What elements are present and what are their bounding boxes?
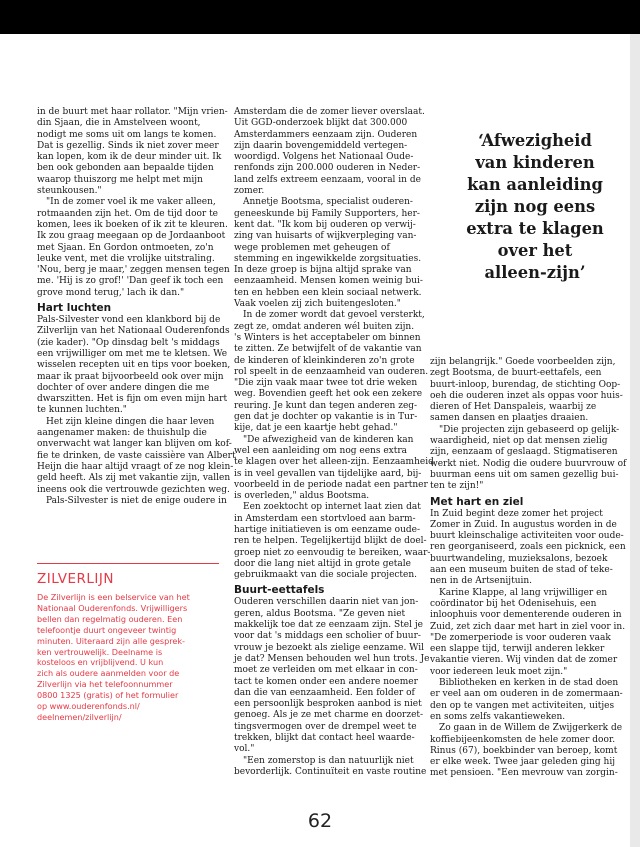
text-line: wel een aanleiding om nog eens extra bbox=[234, 445, 408, 456]
pull-quote-line: over het bbox=[497, 241, 573, 260]
sidebar-text-line: bellen dan regelmatig ouderen. Een bbox=[37, 613, 183, 624]
text-line: is overleden," aldus Bootsma. bbox=[234, 491, 370, 502]
text-line: land zelfs extreem eenzaam, vooral in de bbox=[234, 174, 421, 185]
text-line: 'Nou, berg je maar,' zeggen mensen tegen bbox=[37, 265, 230, 276]
text-line: te klagen over het alleen-zijn. Eenzaamheid bbox=[234, 457, 434, 468]
sidebar-text bbox=[37, 592, 219, 723]
text-line: buurman eens uit om samen gezellig bui- bbox=[430, 469, 619, 480]
text-line: komen, lees ik boeken of ik zit te kleuren. bbox=[37, 219, 228, 230]
text-line: Zilverlijn van het Nationaal Ouderenfonds bbox=[37, 326, 230, 337]
text-line: woordigd. Volgens het Nationaal Oude- bbox=[234, 152, 414, 163]
text-line: geld heeft. Als zij met vakantie zijn, vallen bbox=[37, 473, 231, 484]
text-line: Rinus (67), boekbinder van beroep, komt bbox=[430, 745, 618, 756]
text-line: samen dansen en plaatjes draaien. bbox=[430, 413, 589, 424]
text-line: moet ze verleiden om met elkaar in con- bbox=[234, 665, 418, 676]
text-line: weg. Bovendien geeft het ook een zekere bbox=[234, 389, 423, 400]
text-line: Dat is gezellig. Sinds ik niet zover meer bbox=[37, 140, 219, 151]
text-line: door die lang niet altijd in grote getale bbox=[234, 558, 411, 569]
page-number: 62 bbox=[307, 810, 333, 832]
text-line: rotmaanden zijn het. Om de tijd door te bbox=[37, 208, 219, 219]
section-heading: Buurt-eettafels bbox=[234, 584, 325, 597]
text-line: fie te drinken, de vaste caissière van Albert bbox=[37, 450, 236, 461]
text-line: zomer. bbox=[234, 186, 265, 197]
text-line: zegt ze, omdat anderen wél buiten zijn. bbox=[234, 321, 415, 332]
top-bar bbox=[0, 0, 640, 34]
text-line: voor dat 's middags een scholier of buur- bbox=[234, 631, 421, 642]
text-line: er veel aan om ouderen in de zomermaan- bbox=[430, 689, 623, 700]
sidebar-text-line: Zilverlijn via het telefoonnummer bbox=[37, 679, 173, 690]
sidebar-text-line: De Zilverlijn is een belservice van het bbox=[37, 592, 190, 602]
text-line: "Die projecten zijn gebaseerd op gelijk- bbox=[439, 424, 620, 435]
text-line: een vrijwilliger om met me te kletsen. We bbox=[37, 348, 228, 359]
text-line: steunkousen." bbox=[37, 186, 102, 197]
text-line: geren, aldus Bootsma. "Ze geven niet bbox=[234, 608, 406, 619]
text-line: Annetje Bootsma, specialist ouderen- bbox=[243, 197, 413, 208]
text-line: kije, dat je een kaartje hebt gehad." bbox=[234, 423, 398, 434]
text-line: trekken, blijkt dat contact heel waarde- bbox=[234, 733, 415, 744]
sidebar-text-line: telefoontje duurt ongeveer twintig bbox=[37, 624, 177, 635]
text-line: tact te komen onder een andere noemer bbox=[234, 676, 418, 687]
sidebar-text-line: minuten. Uiteraard zijn alle gesprek- bbox=[37, 635, 185, 646]
text-line: Karine Klappe, al lang vrijwilliger en bbox=[439, 587, 608, 598]
text-line: dan die van eenzaamheid. Een folder of bbox=[234, 687, 415, 698]
text-line: zijn belangrijk." Goede voorbeelden zijn, bbox=[430, 357, 616, 367]
text-line: ineens ook die vertrouwde gezichten weg. bbox=[37, 484, 230, 495]
article-column-3 bbox=[430, 357, 627, 780]
text-line: Ik zou graag meegaan op de Jordaanboot bbox=[37, 231, 226, 242]
text-line: "De afwezigheid van de kinderen kan bbox=[243, 434, 414, 445]
sidebar-box bbox=[37, 563, 219, 723]
text-line: aan een museum buiten de stad of teke- bbox=[430, 565, 613, 576]
text-line: In Zuid begint deze zomer het project bbox=[430, 508, 603, 519]
text-line: werkt niet. Nodig die oudere buurvrouw of bbox=[430, 458, 627, 469]
text-line: me. 'Hij is zo grof!' 'Dan geef ik toch een bbox=[37, 276, 224, 287]
text-line: ren georganiseerd, zoals een picknick, een bbox=[430, 542, 626, 553]
text-line: de kinderen of kleinkinderen zo'n grote bbox=[234, 355, 415, 366]
text-line: nodigt me soms uit om langs te komen. bbox=[37, 129, 217, 140]
text-line: kan lopen, kom ik de deur minder uit. Ik bbox=[37, 152, 222, 163]
text-line: Zuid, zet zich daar met hart in ziel voor in. bbox=[430, 621, 626, 632]
text-line: oeh die ouderen inzet als oppas voor huis- bbox=[430, 390, 623, 401]
text-line: Vaak voelen zij zich buitengesloten." bbox=[234, 299, 401, 310]
text-line: buurt-inloop, burendag, de stichting Oop- bbox=[430, 379, 621, 390]
text-line: onverwacht wat langer kan blijven om kof- bbox=[37, 439, 232, 450]
text-line: koffiebijeenkomsten de hele zomer door. bbox=[430, 734, 616, 745]
text-line: kent dat. "Ik kom bij ouderen op verwij- bbox=[234, 219, 416, 230]
text-line: renfonds zijn 200.000 ouderen in Neder- bbox=[234, 163, 421, 174]
text-line: ten te zijn!" bbox=[430, 481, 484, 492]
text-line: en soms zelfs vakantieweken. bbox=[430, 711, 566, 722]
text-line: aangenamer maken: de thuishulp die bbox=[37, 428, 207, 439]
text-line: met pensioen. "Een mevrouw van zorgin- bbox=[430, 768, 618, 779]
page-edge bbox=[630, 34, 640, 847]
text-line: gen dat je dochter op vakantie is in Tur- bbox=[234, 412, 418, 423]
text-line: met Sjaan. En Gordon ontmoeten, zo'n bbox=[37, 242, 214, 253]
sidebar-rule bbox=[37, 563, 219, 564]
text-line: vrouw je bezoekt als zielige eenzame. Wil bbox=[234, 642, 425, 653]
article-column-2 bbox=[234, 107, 434, 778]
text-line: stemming en ingewikkelde zorgsituaties. bbox=[234, 253, 422, 264]
text-line: groep niet zo eenvoudig te bereiken, waar- bbox=[234, 547, 431, 558]
text-line: bevorderlijk. Continuïteit en vaste routine bbox=[234, 766, 427, 777]
text-line: In de zomer wordt dat gevoel versterkt, bbox=[243, 310, 425, 321]
text-line: waarop thuiszorg me helpt met mijn bbox=[37, 174, 203, 185]
text-line: "Die zijn vaak maar twee tot drie weken bbox=[234, 378, 418, 389]
text-line: "In de zomer voel ik me vaker alleen, bbox=[46, 197, 216, 208]
text-line: Zo gaan in de Willem de Zwijgerkerk de bbox=[439, 723, 623, 734]
sidebar-text-line: deelnemen/zilverlijn/ bbox=[37, 711, 122, 722]
text-line: te zitten. Ze betwijfelt of de vakantie van bbox=[234, 344, 422, 355]
text-line: je dat? Mensen behouden wel hun trots. Je bbox=[234, 653, 430, 664]
text-line: vakantie vieren. Wij vinden dat de zomer bbox=[430, 655, 618, 666]
text-line: vol." bbox=[234, 744, 255, 755]
text-line: leuke vent, met die vrolijke uitstraling. bbox=[37, 253, 215, 264]
text-line: hartige initiatieven is om eenzame oude- bbox=[234, 524, 421, 535]
article-column-1 bbox=[37, 107, 236, 507]
sidebar-text-line: op www.ouderenfonds.nl/ bbox=[37, 701, 140, 712]
text-line: is in veel gevallen van tijdelijke aard, bij- bbox=[234, 468, 422, 479]
text-line: maar ik praat bijvoorbeeld ook over mijn bbox=[37, 371, 224, 382]
text-line: dochter of over andere dingen die me bbox=[37, 382, 210, 393]
text-line: genoeg. Als je ze met charme en doorzet- bbox=[234, 710, 424, 721]
text-line: een persoonlijk besproken aanbod is niet bbox=[234, 699, 422, 710]
text-line: den op te vangen met activiteiten, uitjes bbox=[430, 700, 615, 711]
text-line: Een zoektocht op internet laat zien dat bbox=[243, 502, 421, 513]
text-line: din Sjaan, die in Amstelveen woont, bbox=[37, 118, 201, 129]
text-line: wisselen recepten uit en tips voor boeken, bbox=[37, 360, 231, 371]
text-line: geneeskunde bij Family Supporters, her- bbox=[234, 208, 420, 219]
text-line: Amsterdam die de zomer liever overslaat. bbox=[234, 107, 425, 117]
section-heading: Hart luchten bbox=[37, 302, 112, 315]
text-line: in Amsterdam een stortvloed aan barm- bbox=[234, 513, 416, 524]
text-line: ten en hebben een klein sociaal netwerk. bbox=[234, 287, 422, 298]
text-line: nen in de Artsenijtuin. bbox=[430, 576, 533, 587]
text-line: buurt kleinschalige activiteiten voor oude- bbox=[430, 531, 624, 542]
text-line: Uit GGD-onderzoek blijkt dat 300.000 bbox=[234, 118, 408, 129]
text-line: zijn daarin bovengemiddeld vertegen- bbox=[234, 140, 408, 151]
text-line: buurtwandeling, muzieksalons, bezoek bbox=[430, 553, 608, 564]
text-line: rol speelt in de eenzaamheid van ouderen. bbox=[234, 366, 429, 377]
text-line: In deze groep is bijna altijd sprake van bbox=[234, 265, 412, 276]
text-line: er elke week. Twee jaar geleden ging hij bbox=[430, 757, 616, 768]
text-line: wege problemen met geheugen of bbox=[234, 242, 390, 253]
text-line: in de buurt met haar rollator. "Mijn vrien- bbox=[37, 107, 228, 117]
sidebar-title: ZILVERLIJN bbox=[37, 571, 114, 587]
text-line: gebruikmaakt van die sociale projecten. bbox=[234, 570, 418, 581]
pull-quote bbox=[446, 130, 624, 284]
text-line: zegt Bootsma, de buurt-eettafels, een bbox=[430, 368, 602, 379]
text-line: zijn, eenzaam of geslaagd. Stigmatiseren bbox=[430, 447, 618, 458]
text-line: 's Winters is het acceptabeler om binnen bbox=[234, 332, 421, 343]
sidebar-text-line: Nationaal Ouderenfonds. Vrijwilligers bbox=[37, 602, 188, 613]
text-line: "Een zomerstop is dan natuurlijk niet bbox=[243, 755, 414, 766]
text-line: een slappe tijd, terwijl anderen lekker bbox=[430, 644, 605, 655]
pull-quote-line: kan aanleiding bbox=[467, 175, 603, 194]
pull-quote-line: ‘Afwezigheid bbox=[478, 131, 592, 150]
text-line: coördinator bij het Odenisehuis, een bbox=[430, 598, 597, 609]
text-line: Pals-Silvester vond een klankbord bij de bbox=[37, 315, 221, 326]
text-line: (zie kader). "Op dinsdag belt 's middags bbox=[37, 337, 220, 348]
sidebar-text-line: 0800 1325 (gratis) of het formulier bbox=[37, 690, 179, 701]
text-line: Bibliotheken en kerken in de stad doen bbox=[439, 678, 619, 689]
text-line: waardigheid, niet op dat mensen zielig bbox=[430, 436, 608, 447]
sidebar-text-line: ken vertrouwelijk. Deelname is bbox=[37, 646, 163, 657]
text-line: Heijn die haar altijd vraagt of ze nog klein- bbox=[37, 461, 234, 472]
section-heading: Met hart en ziel bbox=[430, 495, 524, 508]
text-line: dwarszitten. Het is fijn om even mijn hart bbox=[37, 394, 228, 405]
text-line: inloophuis voor dementerende ouderen in bbox=[430, 610, 622, 621]
pull-quote-line: van kinderen bbox=[475, 153, 595, 172]
text-line: Ouderen verschillen daarin niet van jon- bbox=[234, 597, 419, 608]
text-line: grove mond terug,' lach ik dan." bbox=[37, 287, 185, 298]
text-line: eenzaamheid. Mensen komen weinig bui- bbox=[234, 276, 423, 287]
text-line: voor iedereen leuk moet zijn." bbox=[430, 666, 568, 677]
sidebar-text-line: zich als oudere aanmelden voor de bbox=[37, 668, 180, 679]
text-line: "De zomerperiode is voor ouderen vaak bbox=[430, 632, 611, 643]
pull-quote-line: alleen-zijn’ bbox=[484, 263, 586, 282]
text-line: ren te helpen. Tegelijkertijd blijkt de doel- bbox=[234, 536, 427, 547]
pull-quote-line: zijn nog eens bbox=[474, 197, 596, 216]
pull-quote-line: extra te klagen bbox=[466, 219, 604, 238]
text-line: Pals-Silvester is niet de enige oudere in bbox=[46, 495, 227, 506]
text-line: tingsvermogen over de drempel weet te bbox=[234, 721, 417, 732]
text-line: dieren of Het Danspaleis, waarbij ze bbox=[430, 402, 597, 413]
text-line: zing van huisarts of wijkverpleging van- bbox=[234, 231, 417, 242]
text-line: Amsterdammers eenzaam zijn. Ouderen bbox=[234, 129, 418, 140]
text-line: ben ook gebonden aan bepaalde tijden bbox=[37, 163, 214, 174]
sidebar-text-line: kosteloos en vrijblijvend. U kun bbox=[37, 657, 164, 668]
text-line: Zomer in Zuid. In augustus worden in de bbox=[430, 519, 617, 530]
text-line: reuring. Je kunt dan tegen anderen zeg- bbox=[234, 400, 418, 411]
text-line: voorbeeld in de periode nadat een partner bbox=[234, 479, 428, 490]
text-line: makkelijk toe dat ze eenzaam zijn. Stel je bbox=[234, 620, 423, 631]
text-line: te kunnen luchten." bbox=[37, 405, 127, 416]
text-line: Het zijn kleine dingen die haar leven bbox=[46, 416, 215, 427]
